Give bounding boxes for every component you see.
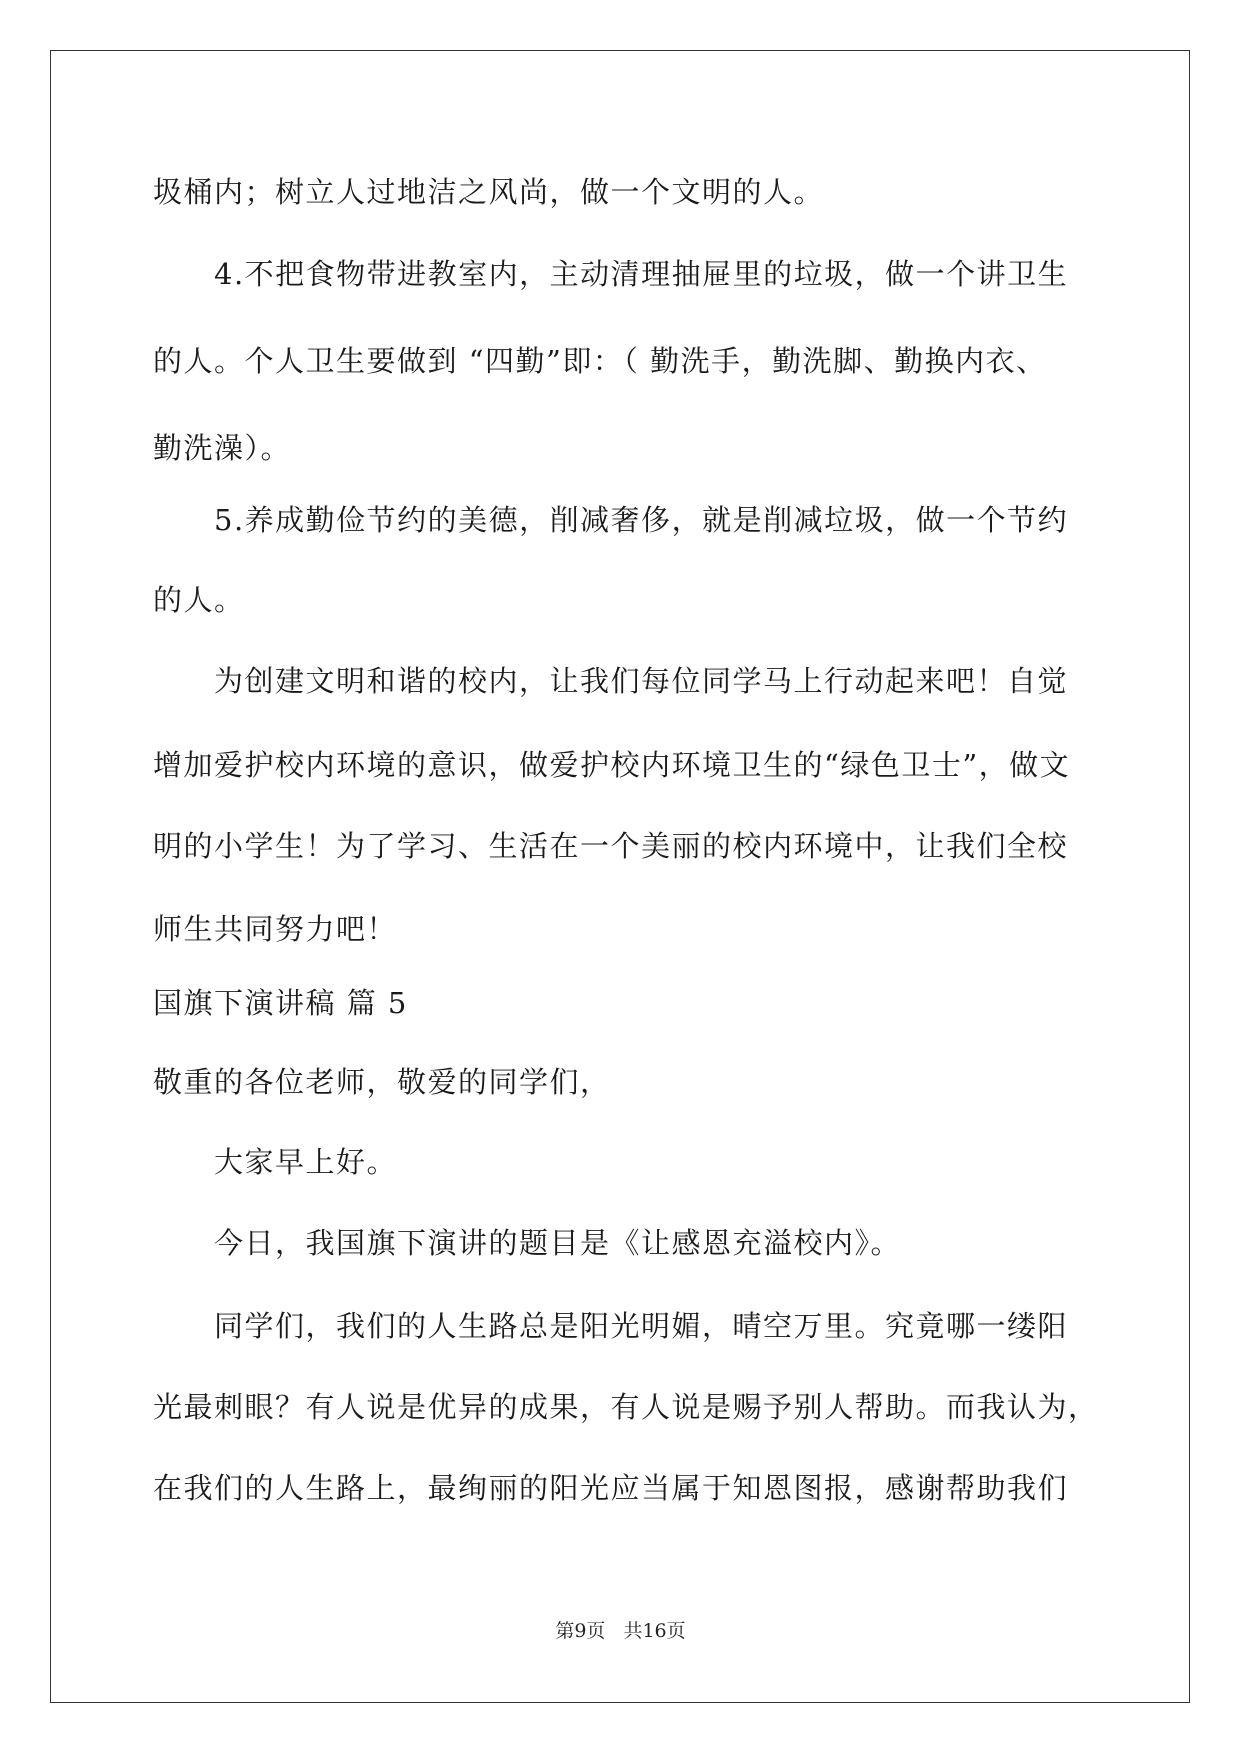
paragraph-line: 同学们，我们的人生路总是阳光明媚，晴空万里。究竟哪一缕阳	[214, 1309, 1069, 1343]
salutation: 敬重的各位老师，敬爱的同学们，	[153, 1065, 611, 1099]
paragraph-line: 的人。个人卫生要做到 “四勤”即：（ 勤洗手，勤洗脚、勤换内衣、	[153, 344, 1047, 378]
paragraph-line: 师生共同努力吧！	[153, 912, 398, 946]
paragraph-line: 勤洗澡）。	[153, 431, 292, 465]
paragraph-line: 今日，我国旗下演讲的题目是《让感恩充溢校内》。	[214, 1226, 902, 1260]
paragraph-line: 4.不把食物带进教室内，主动清理抽屉里的垃圾，做一个讲卫生	[214, 257, 1069, 291]
page-border	[50, 50, 1190, 1703]
section-heading: 国旗下演讲稿 篇 5	[153, 986, 408, 1020]
total-page-count: 共16页	[623, 1620, 686, 1642]
paragraph-line: 为创建文明和谐的校内，让我们每位同学马上行动起来吧！自觉	[214, 664, 1069, 698]
paragraph-line: 的人。	[153, 583, 245, 617]
paragraph-line: 5.养成勤俭节约的美德，削减奢侈，就是削减垃圾，做一个节约	[214, 503, 1069, 537]
paragraph-line: 光最刺眼？有人说是优异的成果，有人说是赐予别人帮助。而我认为，	[153, 1390, 1099, 1424]
paragraph-line: 在我们的人生路上，最绚丽的阳光应当属于知恩图报，感谢帮助我们	[153, 1471, 1069, 1505]
paragraph-line: 明的小学生！为了学习、生活在一个美丽的校内环境中，让我们全校	[153, 829, 1069, 863]
greeting: 大家早上好。	[214, 1145, 398, 1179]
paragraph-line: 圾桶内；树立人过地洁之风尚，做一个文明的人。	[153, 175, 825, 209]
paragraph-line: 增加爱护校内环境的意识，做爱护校内环境卫生的“绿色卫士”，做文	[153, 748, 1071, 782]
current-page-number: 第9页	[555, 1620, 606, 1642]
page-footer	[0, 1619, 1241, 1643]
